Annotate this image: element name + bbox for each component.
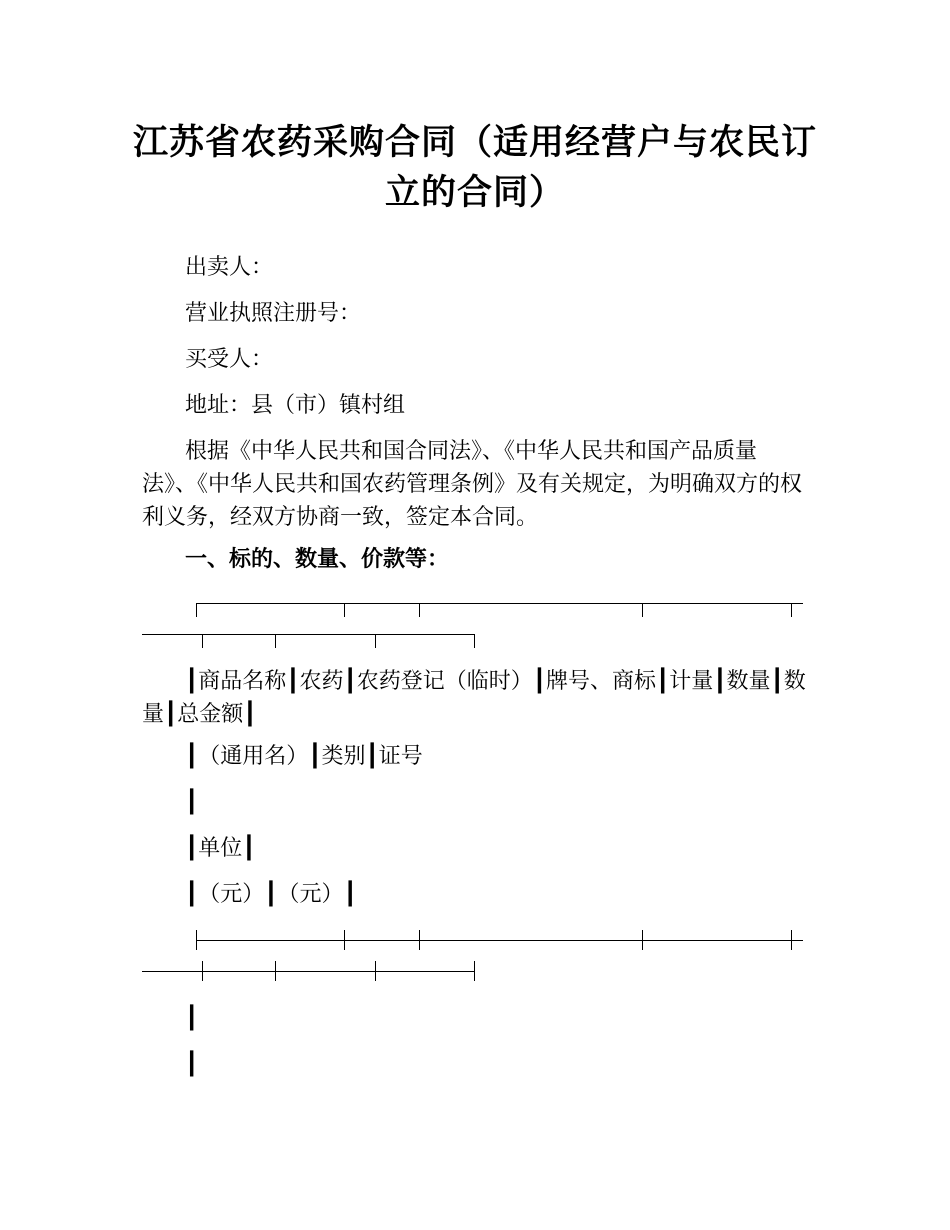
table-data-row-1: ┃ bbox=[185, 1006, 199, 1031]
table-header-row-3: ┃ bbox=[185, 790, 199, 815]
seller-field: 出卖人： bbox=[185, 255, 274, 280]
preamble-paragraph: 根据《中华人民共和国合同法》、《中华人民共和国产品质量法》、《中华人民共和国农药管理条例》及有关规定，为明确双方的权利义务，经双方协商一致，签定本合同。 bbox=[142, 439, 803, 530]
license-field: 营业执照注册号： bbox=[185, 301, 362, 326]
table-data-row-2: ┃ bbox=[185, 1052, 199, 1077]
table-header-row-1: ┃商品名称┃农药┃农药登记（临时）┃牌号、商标┃计量┃数量┃数量┃总金额┃ bbox=[142, 669, 806, 727]
section-heading: 一、标的、数量、价款等： bbox=[185, 547, 450, 572]
table-header-row-5: ┃（元）┃（元）┃ bbox=[185, 882, 357, 907]
table-header-row-4: ┃单位┃ bbox=[185, 836, 256, 861]
address-field: 地址：县（市）镇村组 bbox=[185, 393, 406, 418]
table-header-row-2: ┃（通用名）┃类别┃证号 bbox=[185, 744, 423, 769]
buyer-field: 买受人： bbox=[185, 347, 274, 372]
document-title: 江苏省农药采购合同（适用经营户与农民订立的合同） bbox=[132, 123, 817, 213]
